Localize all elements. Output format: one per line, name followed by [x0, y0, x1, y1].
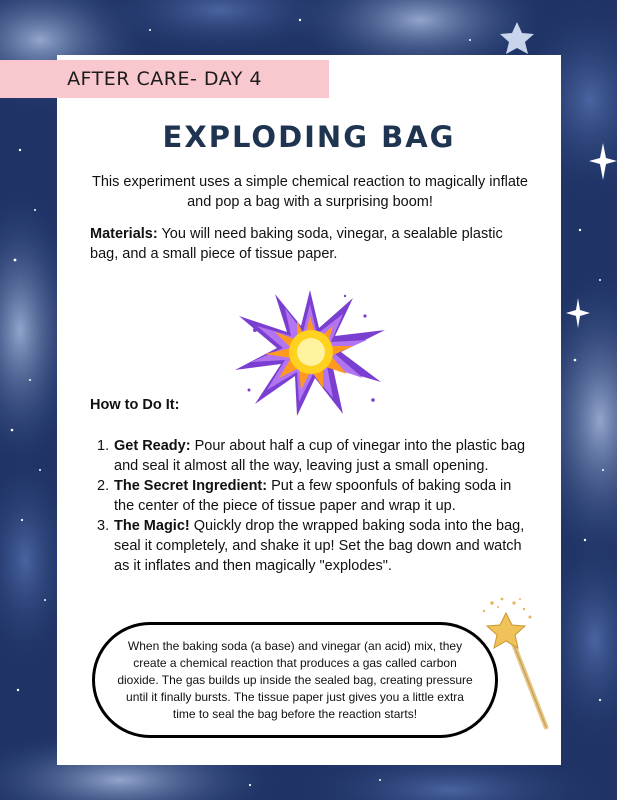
step-item — [97, 516, 529, 576]
materials-paragraph — [90, 224, 530, 264]
explosion-burst-icon — [235, 290, 385, 416]
materials-text: You will need baking soda, vinegar, a sealable plastic bag, and a small piece of tissue paper. — [90, 226, 503, 262]
step-text: Pour about half a cup of vinegar into the plastic bag and seal it almost all the way, leaving just a small opening. — [114, 438, 526, 474]
day-banner — [0, 60, 329, 98]
intro-text: This experiment uses a simple chemical reaction to magically inflate and pop a bag with a surprising boom! — [92, 174, 528, 210]
step-text: Put a few spoonfuls of baking soda in the center of the piece of tissue paper and wrap it up. — [114, 478, 512, 514]
step-text: Quickly drop the wrapped baking soda into the bag, seal it completely, and shake it up! Set the bag down and watch as it inflates and then magically "explodes". — [114, 518, 525, 574]
step-label: The Magic! — [114, 518, 190, 534]
magic-wand-icon — [470, 595, 550, 730]
explanation-text: When the baking soda (a base) and vinegar (an acid) mix, they create a chemical reaction that produces a gas called carbon dioxide. The gas builds up inside the sealed bag, creating pressure until it finally bursts. The tissue paper just gives you a little extra time to seal the bag before the reaction starts! — [117, 638, 473, 721]
step-number: 3. — [97, 518, 110, 534]
explanation-box — [92, 622, 498, 738]
materials-label: Materials: — [90, 226, 158, 242]
how-to-heading: How to Do It: — [90, 397, 180, 413]
step-number: 2. — [97, 478, 110, 494]
day-label: AFTER CARE- DAY 4 — [67, 68, 262, 90]
step-number: 1. — [97, 438, 110, 454]
page-title: EXPLODING BAG — [162, 120, 456, 154]
steps-list — [97, 436, 529, 576]
step-item — [97, 436, 529, 476]
step-item — [97, 476, 529, 516]
step-label: Get Ready: — [114, 438, 191, 454]
step-label: The Secret Ingredient: — [114, 478, 268, 494]
